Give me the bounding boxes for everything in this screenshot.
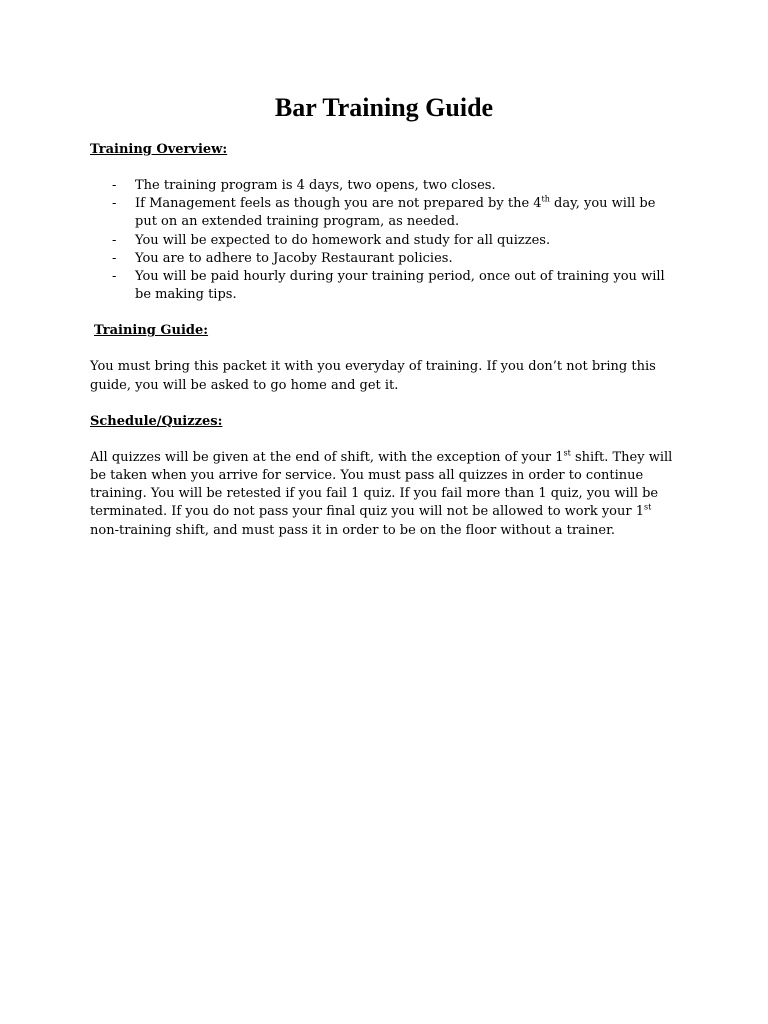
training-overview-list [90,177,680,304]
bullet-dash: - [112,232,117,248]
document-body [90,141,680,558]
section-heading-training-overview: Training Overview: [90,142,228,157]
bullet-dash: - [112,269,117,285]
list-item-text: You will be paid hourly during your training period, once out of training you will be making tips. [135,269,665,303]
paragraph-text: All quizzes will be given at the end of shift, with the exception of your 1 [90,449,564,465]
list-item [90,232,680,250]
superscript: st [563,448,571,458]
list-item-text-end: day, you will be put on an extended training program, as needed. [135,196,656,230]
superscript: st [644,503,652,513]
list-item-text: You are to adhere to Jacoby Restaurant policies. [135,250,453,266]
list-item [90,268,680,304]
section-heading-training-guide: Training Guide: [94,323,209,339]
training-guide-paragraph: You must bring this packet it with you everyday of training. If you don’t not bring this guide, you will be asked to go home and get it. [90,359,656,393]
list-item-text: The training program is 4 days, two opens, two closes. [135,178,496,193]
bullet-dash: - [112,196,117,212]
list-item [90,195,680,231]
bullet-dash: - [112,250,117,266]
list-item-text-start: If Management feels as though you are not prepared by the 4 [135,196,542,212]
superscript: th [541,194,550,204]
bullet-dash: - [112,178,117,193]
list-item [90,177,680,195]
section-heading-schedule-quizzes: Schedule/Quizzes: [90,413,223,429]
list-item [90,250,680,268]
schedule-quizzes-paragraph [90,449,680,540]
list-item-text: You will be expected to do homework and study for all quizzes. [135,232,551,248]
page-title: Bar Training Guide [274,93,494,122]
paragraph-text: non-training shift, and must pass it in order to be on the floor without a trainer. [90,522,616,538]
paragraph-text: shift. They will be taken when you arrive for service. You must pass all quizzes in order to continue training. You will be retested if you fail 1 quiz. If you fail more than 1 quiz, you will be terminated. If you do not pass your final quiz you will not be allowed to work your 1 [90,449,673,520]
